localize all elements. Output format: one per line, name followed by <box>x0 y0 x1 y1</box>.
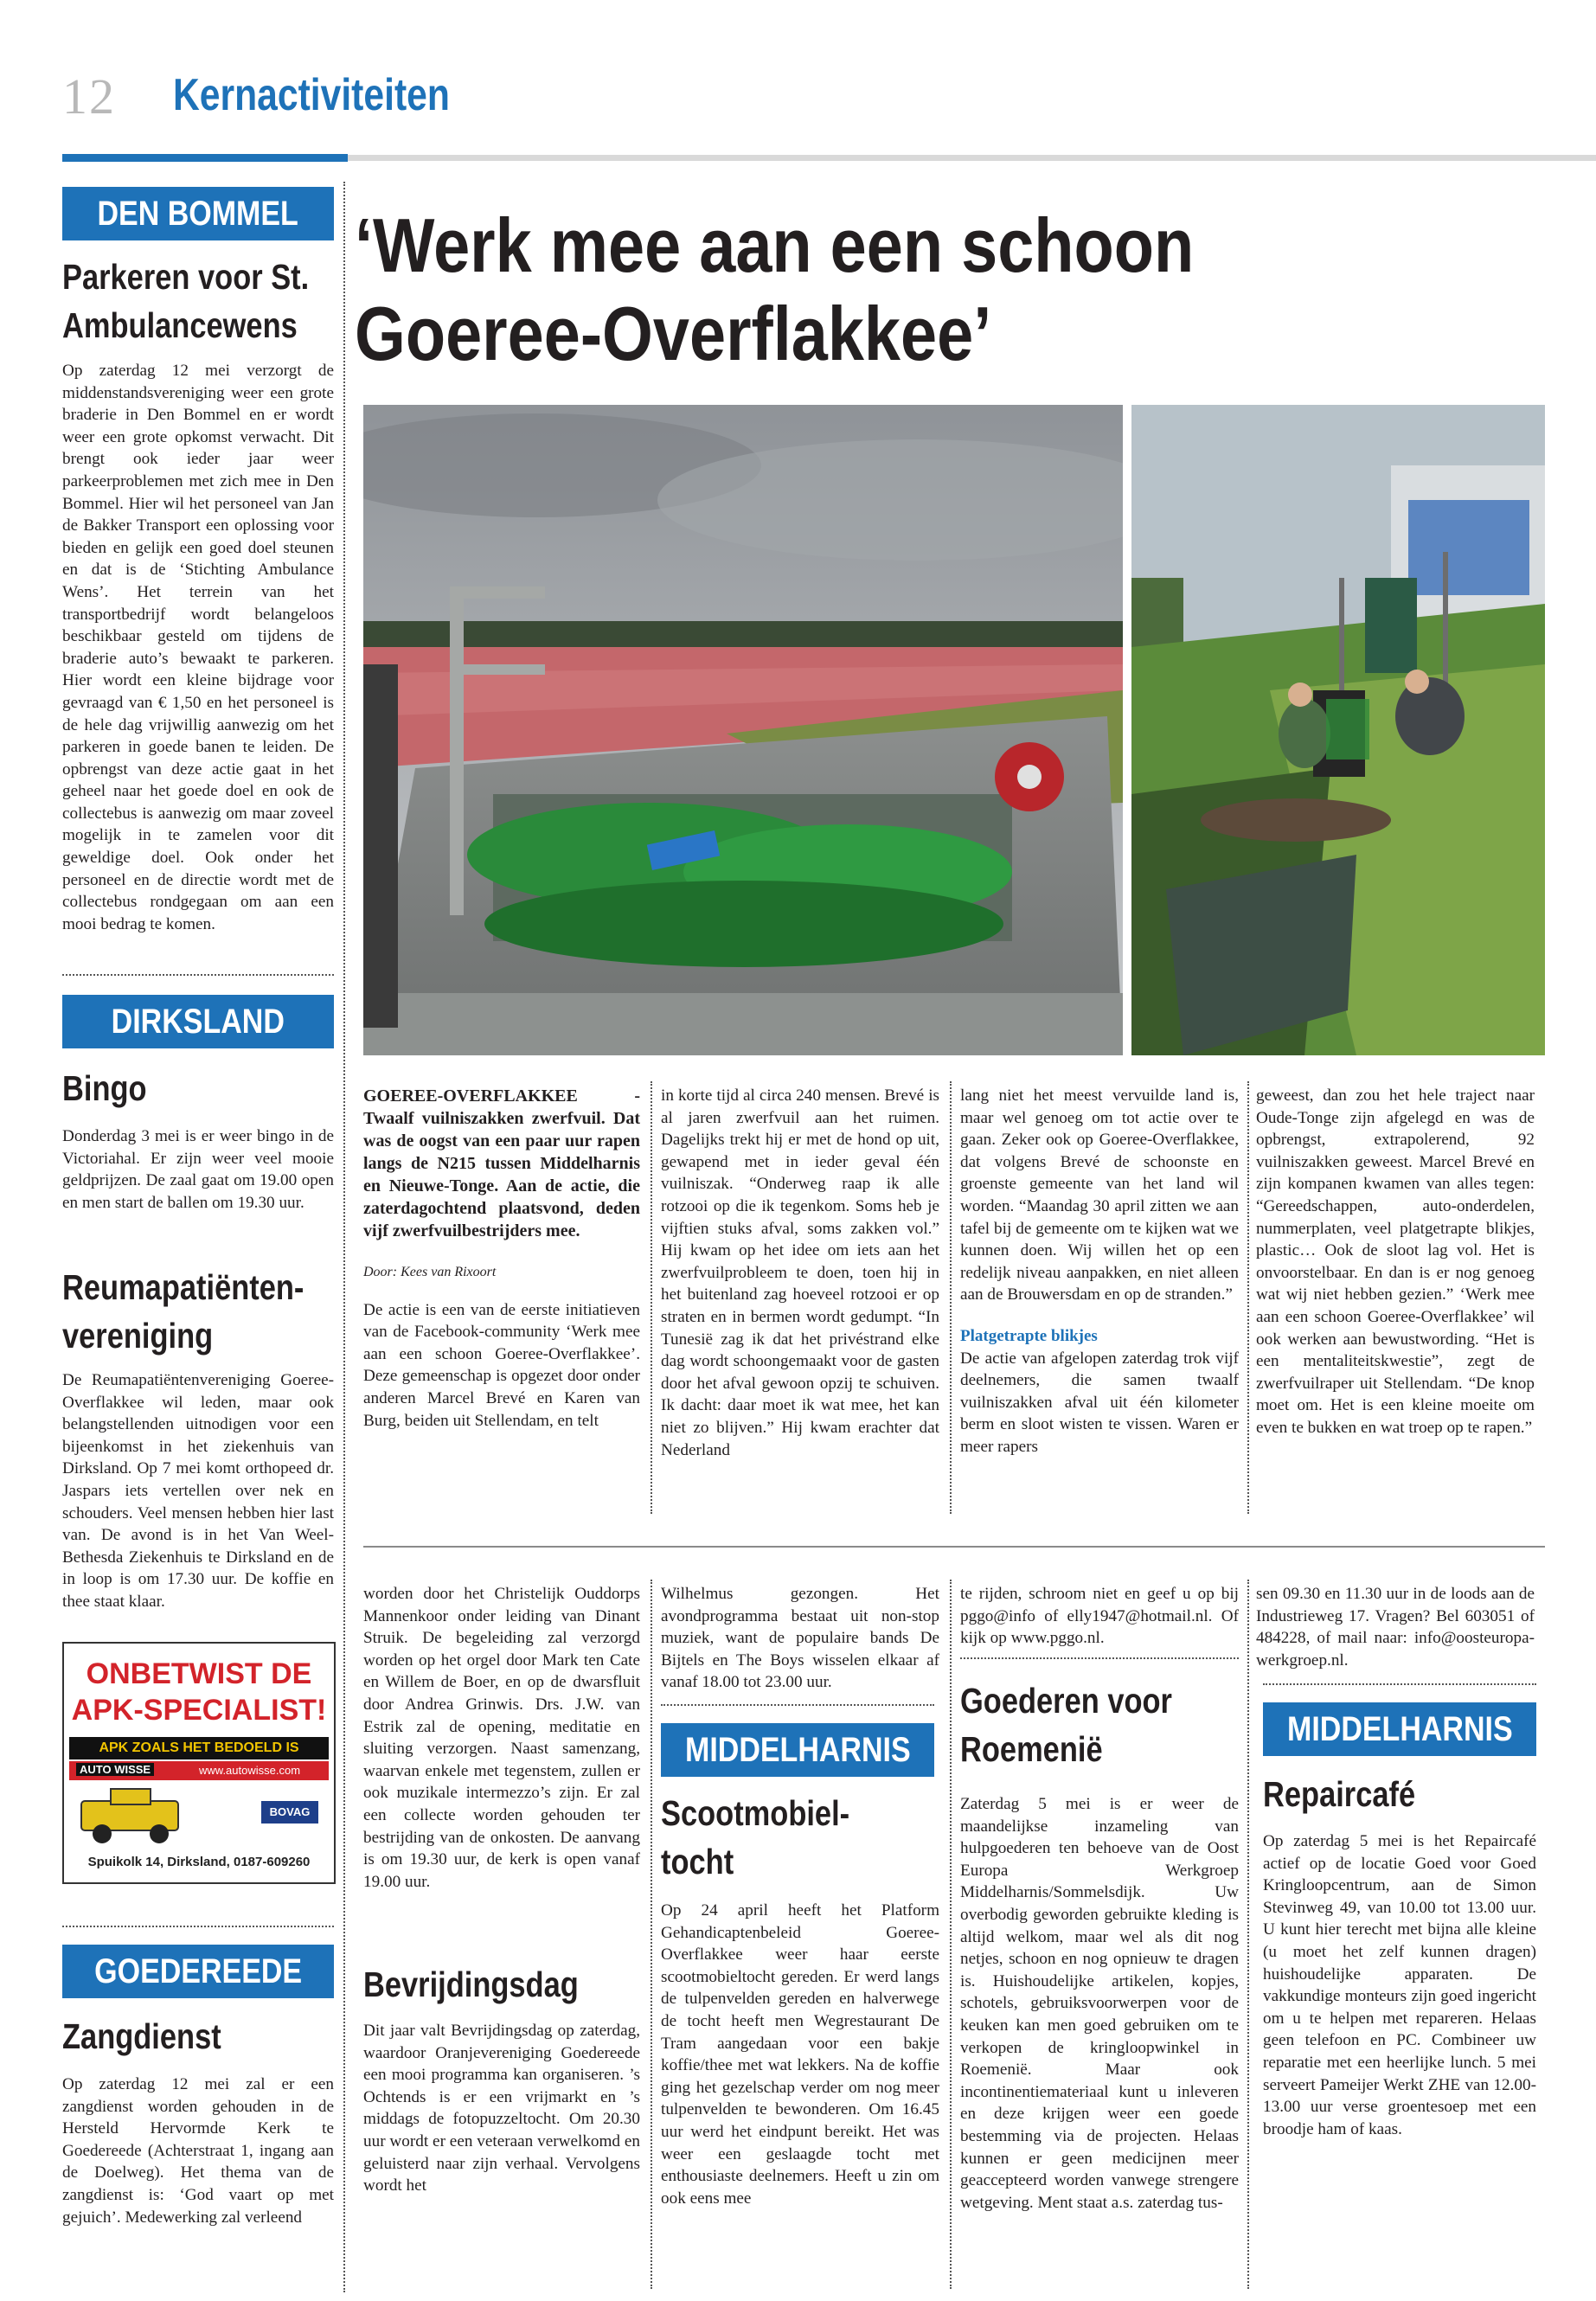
article-bevrijdingsdag: Dit jaar valt Bevrijdingsdag op zaterdag, waardoor Oranjevereniging Goedereede een mooi programma kan organiseren. ’s Ochtends is er een vrijmarkt en ’s middags de fotopuzzeltocht. Om 20.30 uur wordt er een veteraan verwelkomd en geluisterd naar zijn verhaal. Vervolgens wordt het <box>363 2022 640 2195</box>
subhead-platgetrapte: Platgetrapte blikjes <box>960 1326 1098 1345</box>
header-rule <box>348 155 1596 161</box>
main-col3-text: lang niet het meest vervuilde land is, maar wel genoeg om tot actie over te gaan. Zeker ook op Goeree-Overflakkee, dat volgens Brevé de schoonste en groenste gemeente van het land wil worden. “Maandag 30 april zitten we aan tafel bij de gemeente om te kijken wat we kunnen doen. Wij willen het op een redelijk niveau aanpakken, en niet alleen aan de Brouwersdam en op de stranden.” <box>960 1086 1239 1304</box>
heading-roemenie: Goederen voor Roemenië <box>960 1681 1172 1769</box>
main-col3b-text: De actie van afgelopen zaterdag trok vijf deelnemers, die samen twaalf vuilniszakken afval uit één kilometer berm en sloot wisten te vissen. Waren er meer rapers <box>960 1349 1239 1456</box>
section-divider <box>960 1657 1239 1659</box>
photo-ditch-cleaning <box>1131 405 1545 1055</box>
section-divider <box>62 974 334 976</box>
column-divider <box>950 1081 952 1514</box>
tag-dirksland: DIRKSLAND <box>62 995 334 1048</box>
photo-trailer-tulip-field <box>363 405 1123 1055</box>
header-rule-accent <box>62 154 348 162</box>
article-den-bommel: Op zaterdag 12 mei verzorgt de middenstandsvereniging weer een grote braderie in Den Bommel en er wordt weer een grote opkomst verwacht. Dit brengt ook ieder jaar weer parkeerproblemen met zich mee in Den Bommel. Hier wil het personeel van Jan de Bakker Transport een oplossing voor bieden en gelijk een goed doel steunen en dat is de ‘Stichting Ambulance Wens’. Het terrein van het transportbedrijf wordt belangeloos beschikbaar gesteld om tijdens de braderie auto’s bewaakt te parkeren. Hier wordt een kleine bijdrage voor gevraagd van € 1,50 en het personeel is de hele dag vrijwillig aanwezig om het parkeren in goede banen te leiden. De opbrengst van deze actie gaat in het geheel naar het goede doel en ook de collectebus is aanwezig om maar zoveel mogelijk in te zamelen voor dit geweldige doel. Ook onder het personeel en de directie wordt met de collectebus rondgegaan om aan een mooi bedrag te komen. <box>62 362 334 933</box>
heading-reuma: Reumapatiënten- vereniging <box>62 1267 304 1356</box>
article-repaircafe: Op zaterdag 5 mei is het Repaircafé actief op de locatie Goed voor Goed Kringloopcentrum, aan de Simon Stevinweg 49, van 10.00 tot 13.00 uur. U kunt hier terecht met bijna alle kleine (u moet het zelf kunnen dragen) huishoudelijke apparaten. De vakkundige monteurs zijn goed ingericht om u te helpen met repareren. Helaas geen telefoon en PC. Combineer uw reparatie met een heerlijke lunch. 5 mei serveert Pameijer Werkt ZHE van 12.00-13.00 uur verse groentesoep met een broodje ham of kaas. <box>1263 1832 1536 2138</box>
main-article-column-2: in korte tijd al circa 240 mensen. Brevé is al jaren zwerfvuil aan het ruimen. Dagelijks trekt hij er met de hond op uit, gewapend met in ieder geval één vuilniszak. “Onderweg raap ik alle rotzooi op die ik tegenkom. Soms heb je vijftien stuks afval, soms zakken vol.” Hij kwam op het idee om iets aan het zwerfvuilprobleem te doen, toen hij in het buitenland zag hoeveel rotzooi er op straten en in bermen wordt gedumpt. “In Tunesië zag ik dat het privéstrand elke dag wordt schoongemaakt voor de gasten door het afval gewoon opzij te schuiven. Ik dacht: daar moet ik wat mee, het kan niet zo blijven.” Hij kwam erachter dat Nederland <box>661 1086 939 1459</box>
heading-zangdienst: Zangdienst <box>62 2016 221 2056</box>
tag-middelharnis: MIDDELHARNIS <box>1263 1702 1536 1756</box>
ad-brand: AUTO WISSE <box>76 1763 154 1776</box>
main-article-column-4: geweest, dan zou het hele traject naar Oude-Tonge zijn afgelegd en was de opbrengst, extrapolerend, 92 vuilniszakken geweest. Marcel Brevé en zijn kompanen kwamen van alles tegen: “Gereedschappen, auto-onderdelen, nummerplaten, veel platgetrapte blikjes, plastic… Ook de sloot lag vol. Het is onvoorstelbaar. En dan is er nog genoeg wat wij niet hebben gezien.” ‘Werk mee aan een schoon Goeree-Overflakkee’ wil ook werken aan bewustwording. “Het is een mentaliteitskwestie”, zegt de zwerfvuilraper uit Stellendam. “De knop moet om. Het is een kleine moeite om even te bukken en wat troep op te rapen.” <box>1256 1086 1535 1437</box>
article-divider <box>363 1546 1545 1548</box>
bovag-logo: BOVAG <box>261 1801 318 1823</box>
column-divider <box>343 182 345 2292</box>
main-headline: ‘Werk mee aan een schoon Goeree-Overflakkee’ <box>355 202 1195 376</box>
column-divider <box>651 1081 652 1514</box>
tag-den-bommel: DEN BOMMEL <box>62 187 334 240</box>
main-col1-text: De actie is een van de eerste initiatieven van de Facebook-community ‘Werk mee aan een schoon Goeree-Overflakkee’. Deze gemeenschap is opgezet door onder anderen Marcel Brevé en Karen van Burg, beiden uit Stellendam, en telt <box>363 1300 640 1430</box>
heading-scootmobieltocht: Scootmobiel- tocht <box>661 1793 850 1881</box>
article-scootmobieltocht: Op 24 april heeft het Platform Gehandicaptenbeleid Goeree-Overflakkee weer haar eerste scootmobieltocht gereden. Er werd langs de tulpenvelden gereden en halverwege de tocht heeft men Wegrestaurant De Tram aangedaan voor een bakje koffie/thee met wat lekkers. Na de koffie ging het gezelschap verder om nog meer tulpenvelden te bewonderen. Om 16.45 uur werd het eindpunt bereikt. Het was weer een geslaagde tocht met enthousiaste deelnemers. Heeft u zin om ook eens mee <box>661 1901 939 2208</box>
column-divider <box>1247 1580 1249 2289</box>
page-number: 12 <box>62 68 116 125</box>
column-divider <box>950 1580 952 2289</box>
heading-parkeren: Parkeren voor St. Ambulancewens <box>62 257 310 345</box>
article-zangdienst-continued: worden door het Christelijk Ouddorps Mannenkoor onder leiding van Dinant Struik. De begeleiding zal verzorgd worden op het orgel door Mark ten Cate en Willem de Boer, en op de dwarsfluit door Andrea Grinwis. Drs. J.W. van Estrik zal de opening, meditatie en sluiting verzorgen. Naast samenzang, waarvan enkele met tegenstem, zullen er ook muzikale intermezzo’s zijn. Er zal een collecte worden gehouden ter bestrijding van de onkosten. De aanvang is om 19.30 uur, de kerk is open vanaf 19.00 uur. <box>363 1585 640 1891</box>
section-title: Kernactiviteiten <box>173 70 450 120</box>
section-divider <box>1263 1683 1536 1685</box>
tag-goedereede: GOEDEREEDE <box>62 1945 334 1998</box>
heading-bingo: Bingo <box>62 1068 147 1108</box>
ad-brand-bar <box>69 1761 329 1780</box>
article-bevrijdingsdag-continued: Wilhelmus gezongen. Het avondprogramma bestaat uit non-stop muziek, want de populaire bands De Bijtels en The Boys wisselen elkaar af vanaf 18.00 tot 23.00 uur. <box>661 1585 939 1692</box>
ad-slogan: ONBETWIST DE APK-SPECIALIST! <box>71 1657 327 1727</box>
main-article-column-1 <box>363 1085 640 1432</box>
section-divider <box>661 1704 934 1706</box>
article-reuma: De Reumapatiëntenvereniging Goeree-Overflakkee wil leden, maar ook belangstellenden uitnodigen voor een bijeenkomst in het ziekenhuis van Dirksland. Op 7 mei komt orthopeed dr. Jaspars iets vertellen over nek en schouders. Veel mensen hebben hier last van. De avond is in het Van Weel-Bethesda Ziekenhuis te Dirksland en de in loop is om 17.30 uur. De koffie en thee staat klaar. <box>62 1371 334 1611</box>
main-article-column-3 <box>960 1085 1239 1458</box>
ad-url: www.autowisse.com <box>199 1764 301 1777</box>
article-roemenie-continued: sen 09.30 en 11.30 uur in de loods aan de Industrieweg 17. Vragen? Bel 603051 of 484228, of mail naar: info@oosteuropa-werkgroep.nl. <box>1256 1585 1535 1670</box>
ad-address: Spuikolk 14, Dirksland, 0187-609260 <box>87 1855 311 1869</box>
column-divider <box>651 1580 652 2289</box>
jeep-icon <box>76 1785 189 1846</box>
article-zangdienst: Op zaterdag 12 mei zal er een zangdienst worden gehouden in de Hersteld Hervormde Kerk te Goedereede (Achterstraat 1, ingang aan de Doelweg). Het thema van de zangdienst is: ‘God vaart op met gejuich’. Medewerking zal verleend <box>62 2075 334 2227</box>
tag-middelharnis: MIDDELHARNIS <box>661 1723 934 1777</box>
article-scootmobieltocht-continued: te rijden, schroom niet en geef u op bij pggo@info of elly1947@hotmail.nl. Of kijk op www.pggo.nl. <box>960 1585 1239 1648</box>
author-credit: Door: Kees van Rixoort <box>363 1265 497 1279</box>
advertisement-auto-wisse[interactable] <box>62 1642 336 1884</box>
article-bingo: Donderdag 3 mei is er weer bingo in de Victoriahal. Er zijn weer veel mooie geldprijzen. De zaal gaat om 19.00 open en men start de ballen om 19.30 uur. <box>62 1127 334 1212</box>
section-divider <box>62 1926 334 1927</box>
main-lead: GOEREE-OVERFLAKKEE - Twaalf vuilniszakken zwerfvuil. Dat was de oogst van een paar uur rapen langs de N215 tussen Middelharnis en Nieuwe-Tonge. Aan de actie, die zaterdagochtend plaatsvond, deden vijf zwerfvuilbestrijders mee. <box>363 1086 640 1240</box>
heading-bevrijdingsdag: Bevrijdingsdag <box>363 1965 579 2004</box>
heading-repaircafe: Repaircafé <box>1263 1774 1416 1814</box>
ad-banner: APK ZOALS HET BEDOELD IS <box>69 1737 329 1759</box>
column-divider <box>1247 1081 1249 1514</box>
article-roemenie: Zaterdag 5 mei is er weer de maandelijkse inzameling van hulpgoederen ten behoeve van de Oost Europa Werkgroep Middelharnis/Sommelsdijk. Uw overbodig geworden gebruikte kleding is altijd welkom, maar wel als dit nog netjes, schoon en nog opnieuw te dragen is. Huishoudelijke artikelen, kopjes, schotels, gebruiksvoorwerpen voor de keuken kan men goed gebruiken om te verkopen de kringloopwinkel in Roemenië. Maar ook incontinentiemateriaal kunt u inleveren en deze krijgen weer een goede bestemming via de projecten. Helaas kunnen er geen medicijnen meer geaccepteerd worden vanwege strengere wetgeving. Ment staat a.s. zaterdag tus- <box>960 1795 1239 2212</box>
